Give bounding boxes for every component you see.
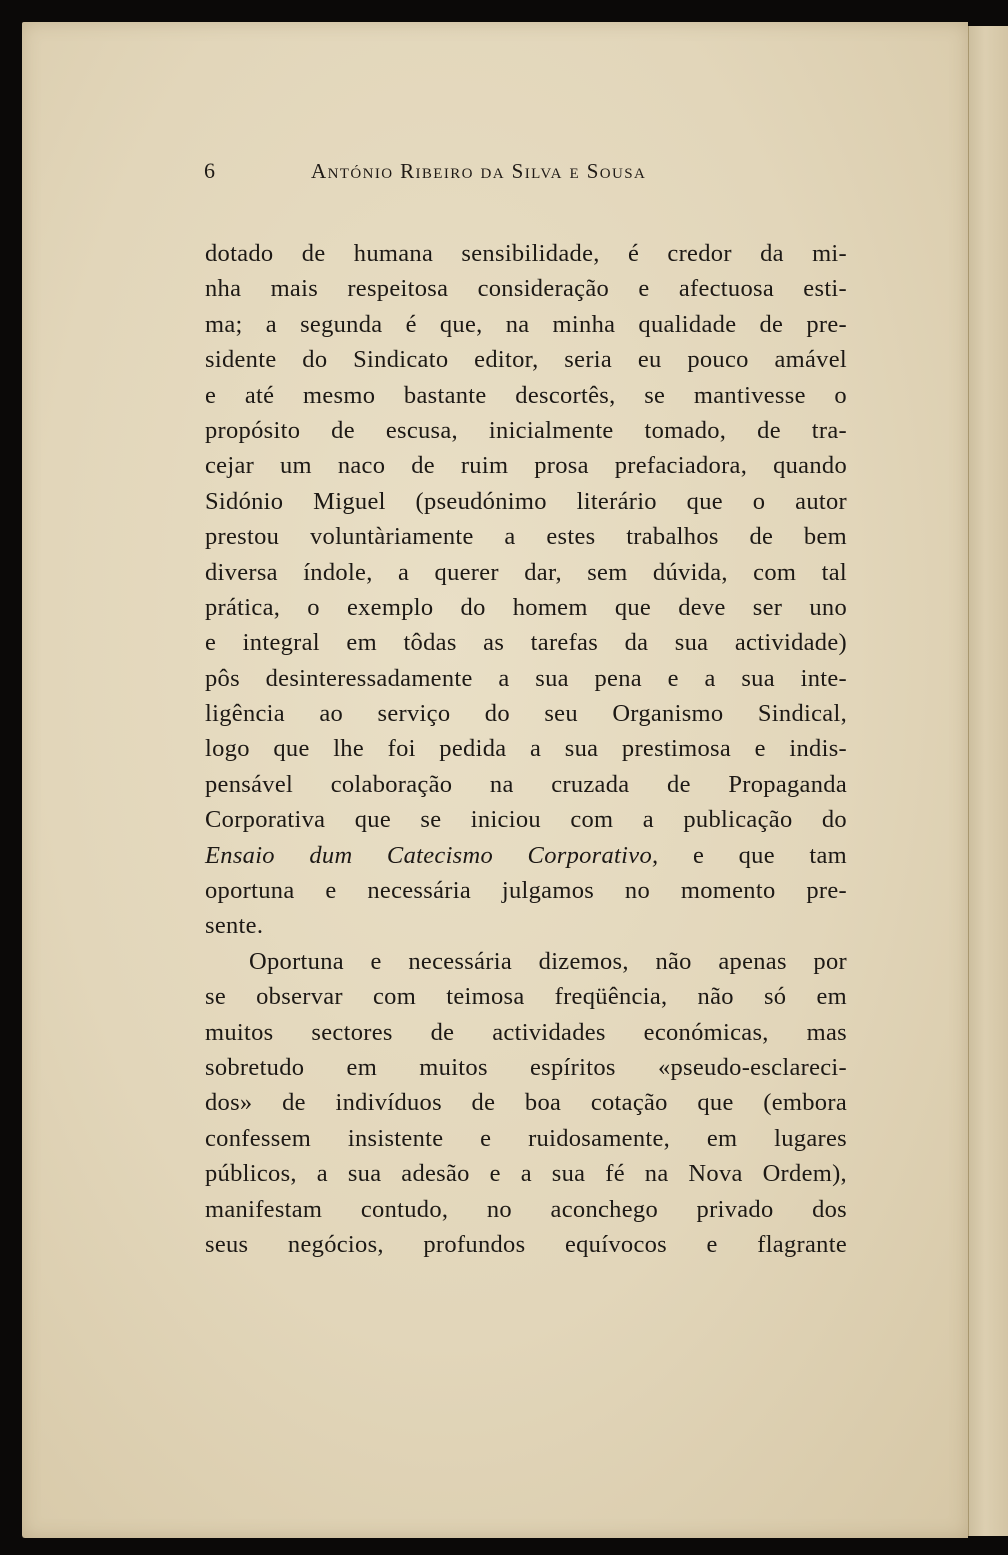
text-line: sidente do Sindicato editor, seria eu pouco amável — [205, 346, 847, 374]
text-line-with-italic-title — [205, 838, 847, 873]
text-line: oportuna e necessária julgamos no momento pre- — [205, 877, 847, 905]
text-line: prestou voluntàriamente a estes trabalhos de bem — [205, 523, 847, 551]
text-line: públicos, a sua adesão e a sua fé na Nova Ordem), — [205, 1160, 847, 1188]
text-line: pôs desinteressadamente a sua pena e a sua inte- — [205, 664, 847, 692]
text-line: diversa índole, a querer dar, sem dúvida, com tal — [205, 558, 847, 586]
text-line: Corporativa que se iniciou com a publicação do — [205, 806, 847, 834]
text-line: manifestam contudo, no aconchego privado dos — [205, 1195, 847, 1223]
text-line: e até mesmo bastante descortês, se mantivesse o — [205, 381, 847, 409]
page-number: 6 — [204, 158, 215, 183]
italic-book-title: Ensaio dum Catecismo Corporativo, — [205, 841, 659, 869]
text-line: ligência ao serviço do seu Organismo Sindical, — [205, 700, 847, 728]
paragraph-end-line: sente. — [205, 912, 264, 940]
text-line: seus negócios, profundos equívocos e flagrante — [205, 1230, 847, 1258]
running-title: António Ribeiro da Silva e Sousa — [311, 159, 647, 183]
text-line: muitos sectores de actividades económicas, mas — [205, 1018, 847, 1046]
text-line: prática, o exemplo do homem que deve ser uno — [205, 593, 847, 621]
adjacent-page-edge — [968, 26, 1008, 1536]
text-line: Sidónio Miguel (pseudónimo literário que o autor — [205, 487, 847, 515]
running-head — [204, 156, 844, 186]
text-line: logo que lhe foi pedida a sua prestimosa e indis- — [205, 735, 847, 763]
text-line: sobretudo em muitos espíritos «pseudo-esclareci- — [205, 1053, 847, 1081]
italic-line-rest: e que tam — [692, 841, 848, 869]
text-line: se observar com teimosa freqüência, não só em — [205, 983, 847, 1011]
text-line: propósito de escusa, inicialmente tomado, de tra- — [205, 416, 847, 444]
text-line: confessem insistente e ruidosamente, em lugares — [205, 1124, 847, 1152]
text-line: dotado de humana sensibilidade, é credor da mi- — [205, 240, 847, 267]
text-line: nha mais respeitosa consideração e afectuosa esti- — [205, 275, 847, 303]
text-line: e integral em tôdas as tarefas da sua actividade) — [205, 629, 847, 657]
text-line: cejar um naco de ruim prosa prefaciadora, quando — [205, 452, 847, 480]
text-line: dos» de indivíduos de boa cotação que (embora — [205, 1089, 847, 1117]
text-line: ma; a segunda é que, na minha qualidade de pre- — [205, 310, 847, 338]
text-line: pensável colaboração na cruzada de Propaganda — [205, 770, 847, 798]
paragraph-first-line: Oportuna e necessária dizemos, não apenas por — [249, 947, 847, 975]
body-text — [205, 236, 847, 1262]
